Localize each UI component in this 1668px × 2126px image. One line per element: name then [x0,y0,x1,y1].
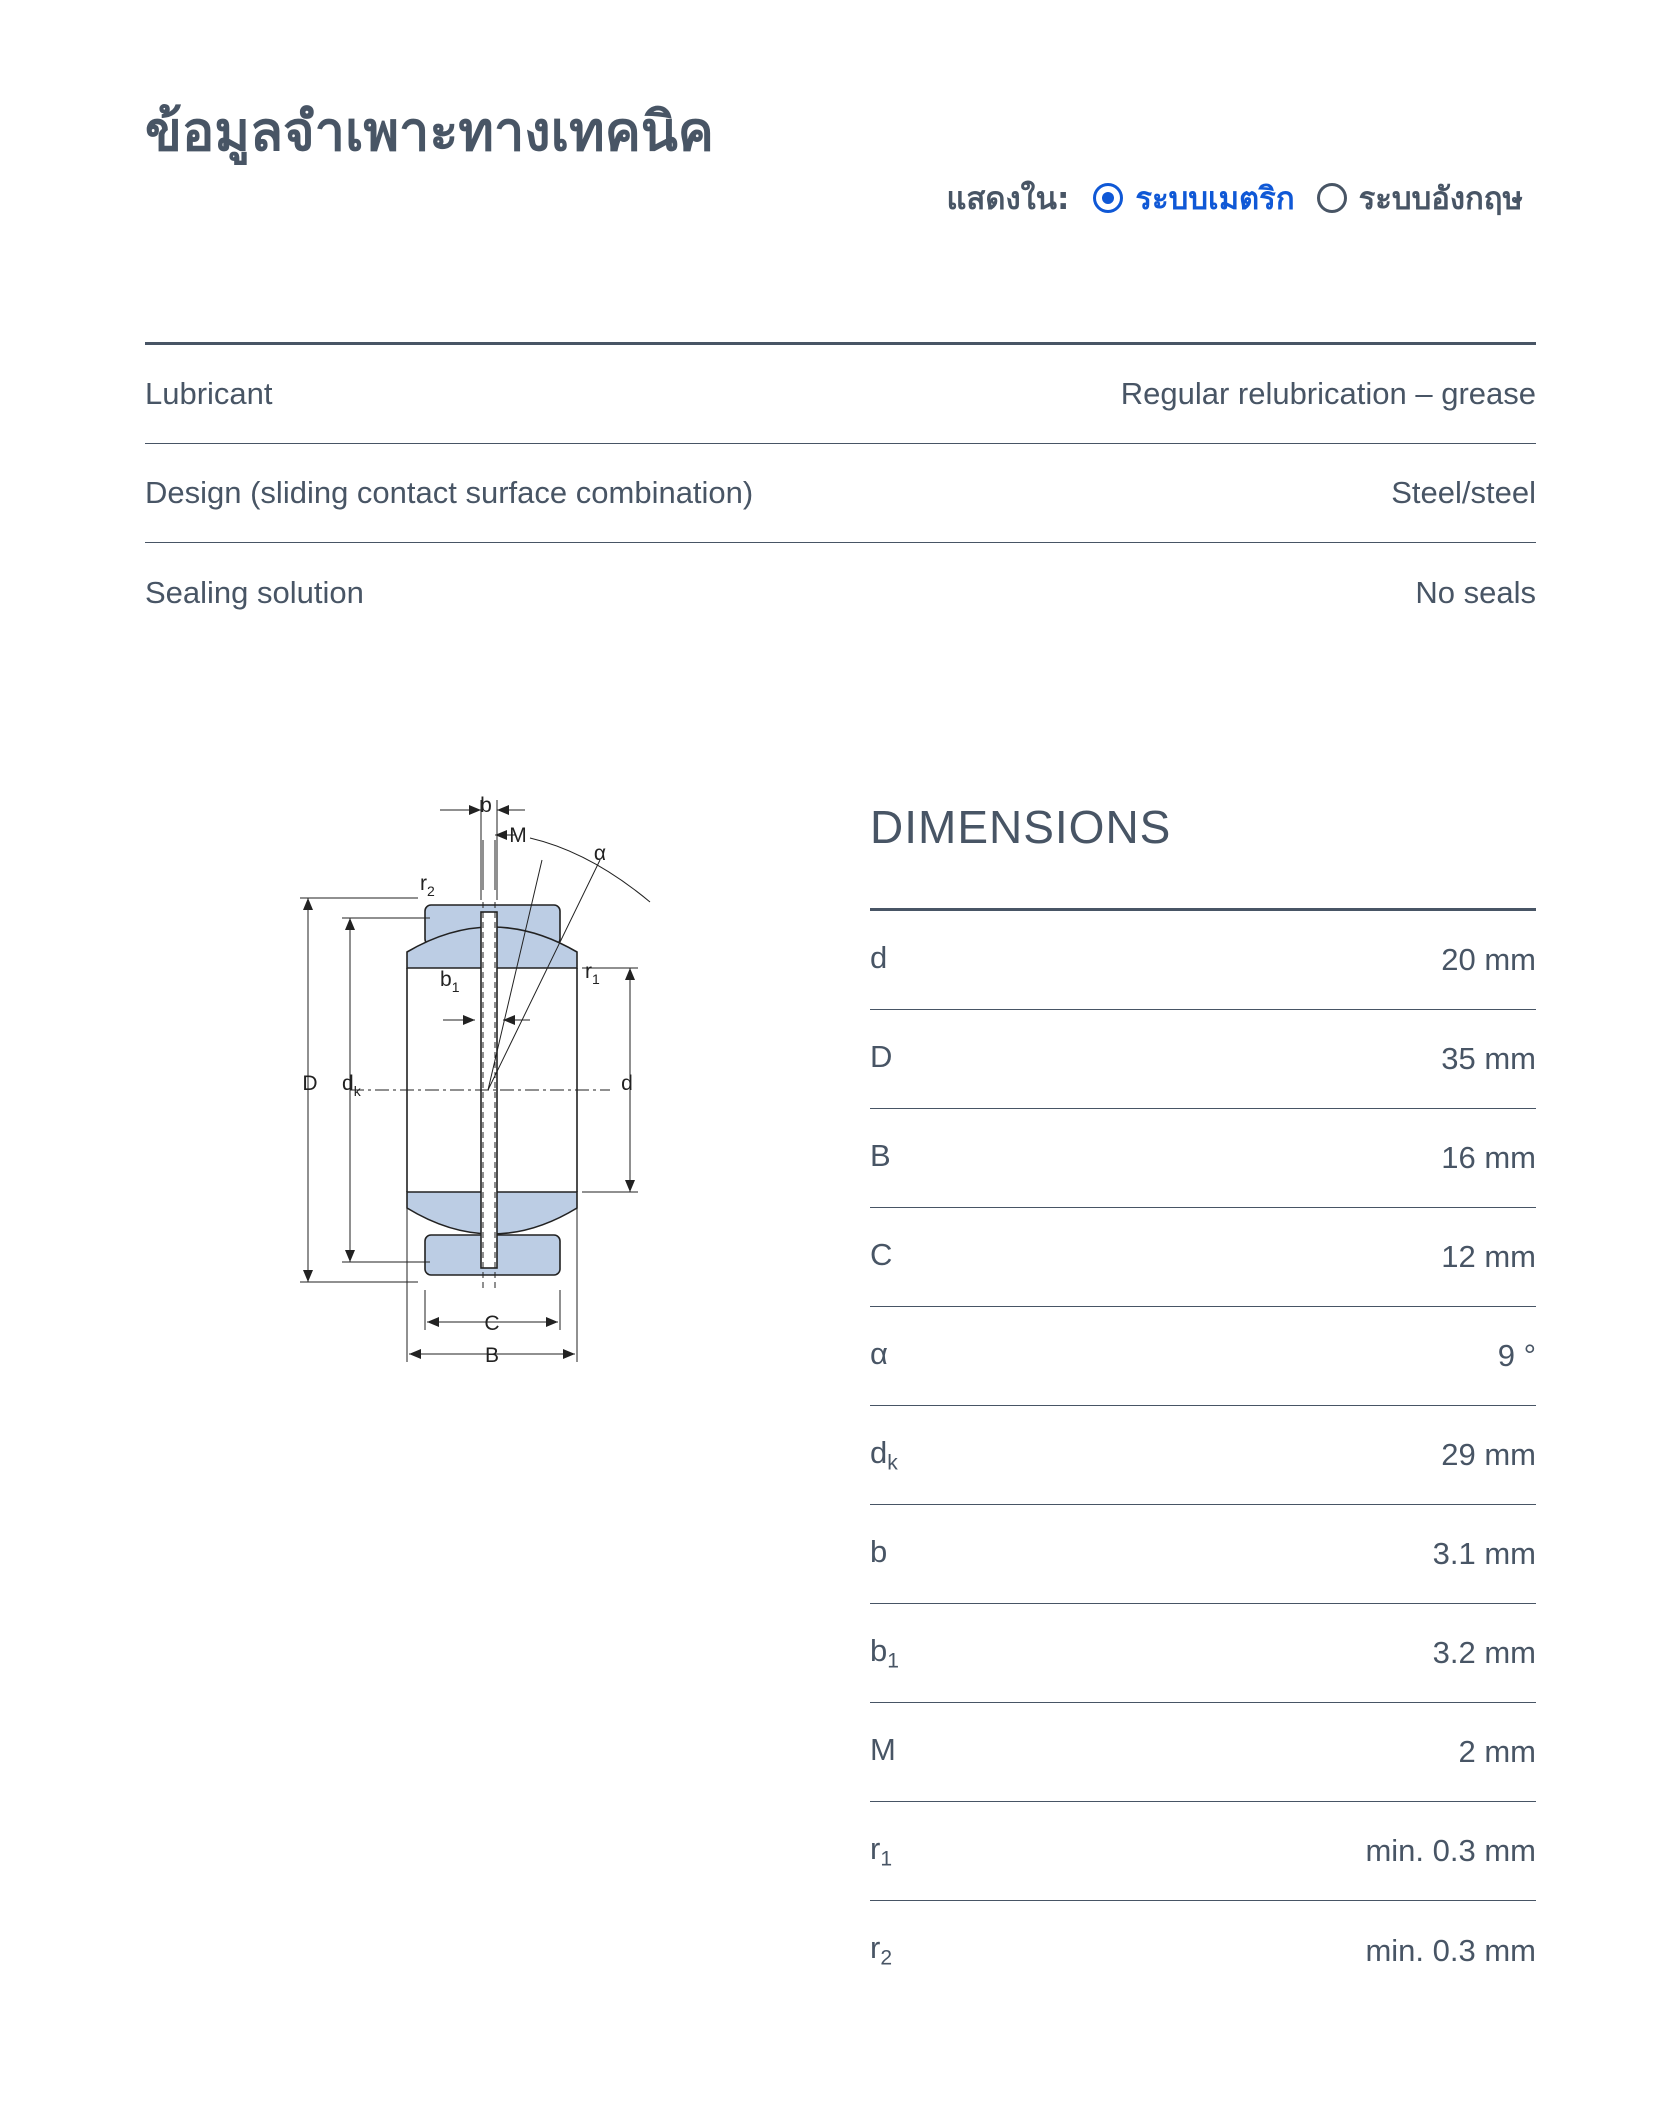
dimension-symbol: C [870,1236,893,1272]
dimension-value: 29 mm [1441,1437,1536,1472]
dimension-row [870,1307,1536,1406]
label-D: D [302,1072,318,1095]
spec-value: Regular relubrication – grease [1120,376,1536,411]
dimension-row [870,1010,1536,1109]
label-B: B [484,1344,500,1367]
label-M: M [509,824,527,847]
dimension-row [870,1109,1536,1208]
imperial-radio[interactable] [1317,173,1523,223]
dimension-value: min. 0.3 mm [1365,1932,1536,1968]
label-r2: $r_2$ [420,872,435,899]
dimension-value: 3.2 mm [1432,1635,1536,1670]
dimension-row [870,1901,1536,2000]
dimension-value: 2 mm [1458,1734,1536,1769]
label-C: C [484,1312,500,1335]
dimension-row [870,1505,1536,1604]
label-d: d [621,1072,633,1095]
metric-radio[interactable] [1093,173,1294,223]
dimension-symbol: α [870,1335,888,1371]
dimensions-title: DIMENSIONS [870,801,1172,853]
dimensions-table [870,908,1536,2000]
dimension-symbol: $r_2$ [870,1930,893,1970]
label-dk: $d_k$ [342,1072,361,1099]
dimension-row [870,911,1536,1010]
unit-selector-label: แสดงใน: [946,181,1070,217]
dimension-symbol: B [870,1137,891,1173]
radio-unchecked-icon [1317,183,1347,213]
dimension-symbol: d [870,939,888,975]
metric-radio-label: ระบบเมตริก [1135,181,1295,217]
dimension-row [870,1802,1536,1901]
label-b1: $b_1$ [440,968,460,995]
dimension-symbol: $r_1$ [870,1830,893,1871]
dimension-symbol: b [870,1533,888,1569]
dimension-symbol: $b_1$ [870,1632,899,1673]
spec-row [145,444,1536,543]
dimension-value: 3.1 mm [1432,1536,1536,1571]
dim-alpha-lines [488,860,600,1090]
spec-row [145,345,1536,444]
spec-value: No seals [1415,574,1536,610]
label-b: b [480,794,492,817]
imperial-radio-label: ระบบอังกฤษ [1358,181,1523,217]
dimension-row [870,1208,1536,1307]
label-alpha: α [593,842,607,865]
dimension-value: 16 mm [1441,1140,1536,1175]
dimension-row [870,1703,1536,1802]
dimension-value: min. 0.3 mm [1365,1833,1536,1868]
dimension-value: 9 ° [1497,1338,1536,1373]
dim-alpha-arc [530,838,650,902]
spec-label: Design (sliding contact surface combination) [145,475,754,510]
dimension-row [870,1604,1536,1703]
dimension-value: 35 mm [1441,1041,1536,1076]
dimension-row [870,1406,1536,1505]
dimension-value: 20 mm [1441,942,1536,977]
dimension-symbol: $d_k$ [870,1434,898,1475]
label-r1: $r_1$ [585,960,600,987]
dimension-symbol: M [870,1731,896,1767]
page-title: ข้อมูลจำเพาะทางเทคนิค [145,100,714,163]
unit-selector [946,170,1523,226]
bearing-diagram [290,790,670,1370]
dimension-value: 12 mm [1441,1239,1536,1274]
radio-checked-icon [1093,183,1123,213]
spec-value: Steel/steel [1391,475,1536,510]
spec-row [145,543,1536,642]
spec-label: Lubricant [145,376,273,411]
specs-table [145,342,1536,642]
spec-label: Sealing solution [145,574,364,610]
dimension-symbol: D [870,1038,893,1074]
